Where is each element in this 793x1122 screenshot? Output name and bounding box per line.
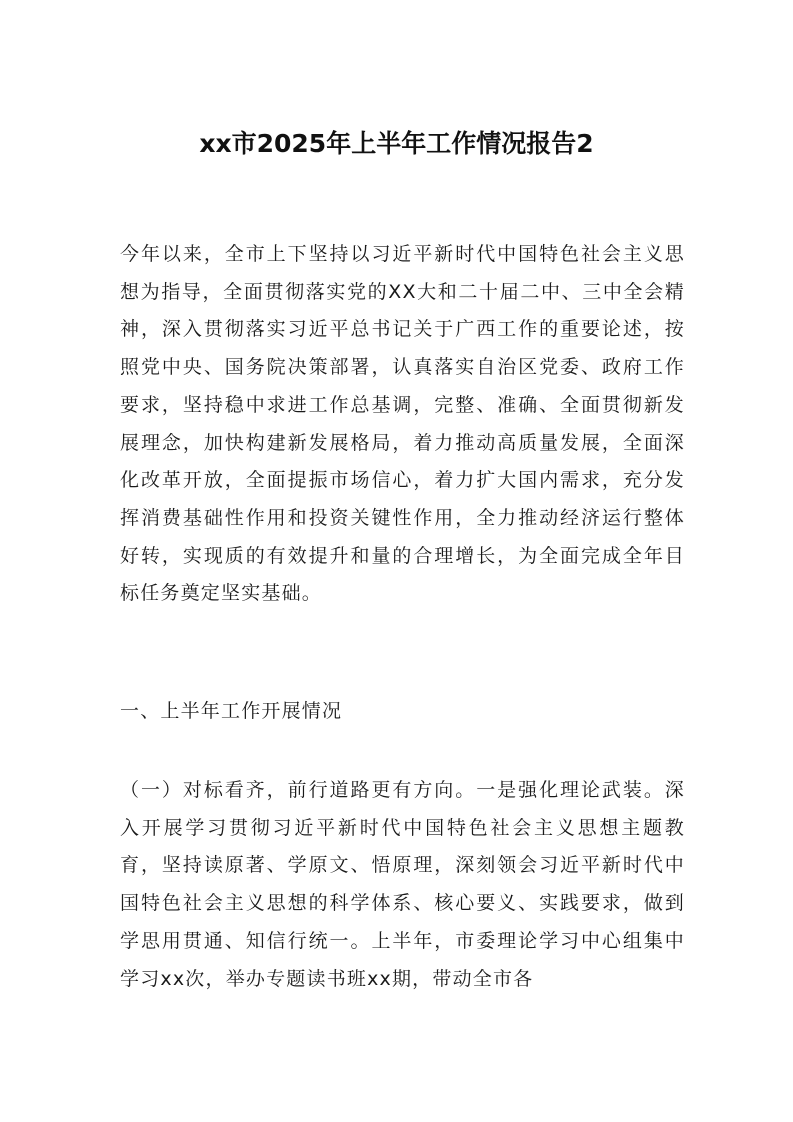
section-heading: 一、上半年工作开展情况 xyxy=(120,700,343,722)
section-1-paragraph: （一）对标看齐，前行道路更有方向。一是强化理论武装。深入开展学习贯彻习近平新时代中国特色社会主义思想主题教育，坚持读原著、学原文、悟原理，深刻领会习近平新时代中国特色社会主义思想的科学体系、核心要义、实践要求，做到学思用贯通、知信行统一。上半年，市委理论学习中心组集中学习xx次，举办专题读书班xx期，带动全市各 xyxy=(120,779,685,990)
document-title: xx市2025年上半年工作情况报告2 xyxy=(199,129,594,158)
intro-paragraph: 今年以来，全市上下坚持以习近平新时代中国特色社会主义思想为指导，全面贯彻落实党的XX大和二十届二中、三中全会精神，深入贯彻落实习近平总书记关于广西工作的重要论述，按照党中央、国务院决策部署，认真落实自治区党委、政府工作要求，坚持稳中求进工作总基调，完整、准确、全面贯彻新发展理念，加快构建新发展格局，着力推动高质量发展，全面深化改革开放，全面提振市场信心，着力扩大国内需求，充分发挥消费基础性作用和投资关键性作用，全力推动经济运行整体好转，实现质的有效提升和量的合理增长，为全面完成全年目标任务奠定坚实基础。 xyxy=(120,243,685,605)
